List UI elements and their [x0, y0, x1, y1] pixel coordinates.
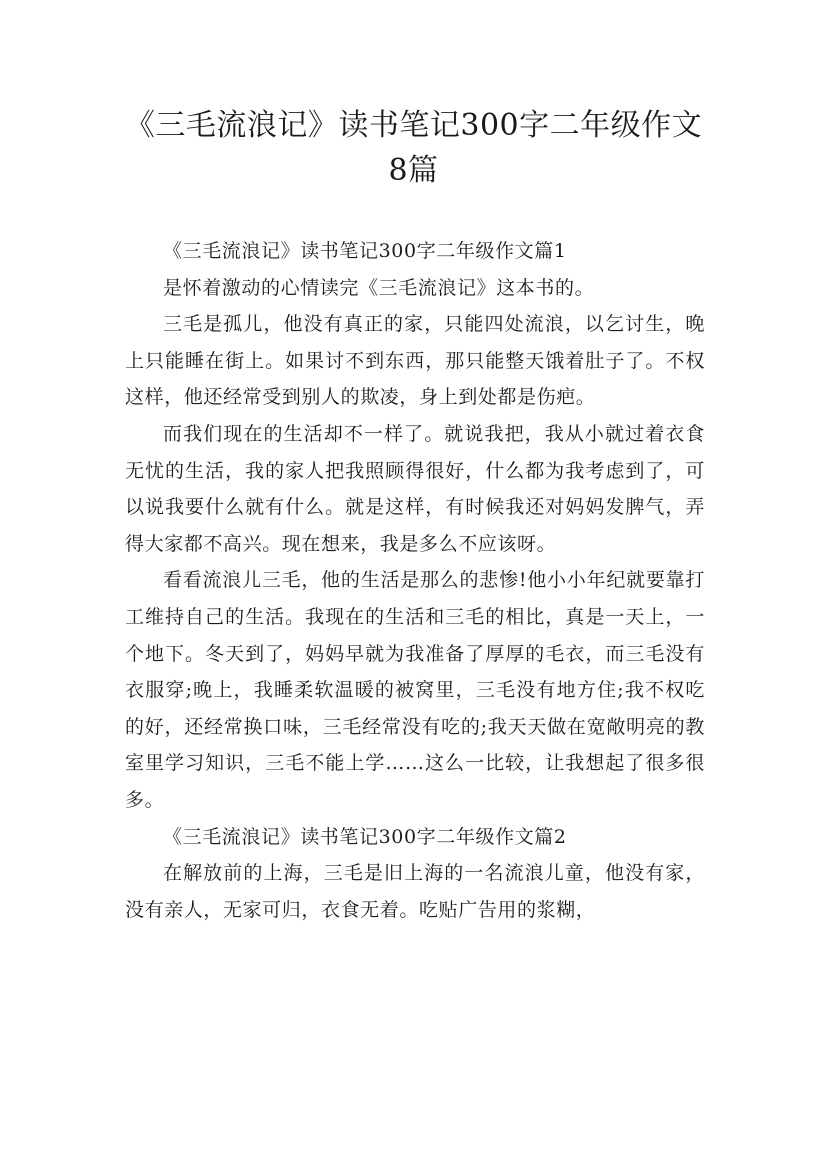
document-title-line-2: 8篇: [388, 153, 439, 188]
section-heading-1: 《三毛流浪记》读书笔记300字二年级作文篇1: [163, 240, 567, 262]
paragraph: 而我们现在的生活却不一样了。就说我把，我从小就过着衣食无忧的生活，我的家人把我照顾得很好，什么都为我考虑到了，可以说我要什么就有什么。就是这样，有时候我还对妈妈发脾气，弄得大家都不高兴。现在想来，我是多么不应该呀。: [125, 422, 705, 555]
section-heading-2: 《三毛流浪记》读书笔记300字二年级作文篇2: [163, 825, 567, 848]
paragraph: 在解放前的上海，三毛是旧上海的一名流浪儿童，他没有家，没有亲人，无家可归，衣食无着。吃贴广告用的浆糊，: [125, 862, 705, 921]
paragraph: 三毛是孤儿，他没有真正的家，只能四处流浪，以乞讨生，晚上只能睡在街上。如果讨不到东西，那只能整天饿着肚子了。不权这样，他还经常受到别人的欺凌，身上到处都是伤疤。: [125, 313, 705, 409]
document-title-line-1: 《三毛流浪记》读书笔记300字二年级作文: [124, 108, 703, 143]
paragraph: 是怀着激动的心情读完《三毛流浪记》这本书的。: [163, 276, 595, 299]
paragraph: 看看流浪儿三毛，他的生活是那么的悲惨!他小小年纪就要靠打工维持自己的生活。我现在的生活和三毛的相比，真是一天上，一个地下。冬天到了，妈妈早就为我准备了厚厚的毛衣，而三毛没有衣服穿;晚上，我睡柔软温暖的被窝里，三毛没有地方住;我不权吃的好，还经常换口味，三毛经常没有吃的;我天天做在宽敞明亮的教室里学习知识，三毛不能上学……这么一比较，让我想起了很多很多。: [125, 569, 705, 811]
document-body: [125, 233, 705, 928]
